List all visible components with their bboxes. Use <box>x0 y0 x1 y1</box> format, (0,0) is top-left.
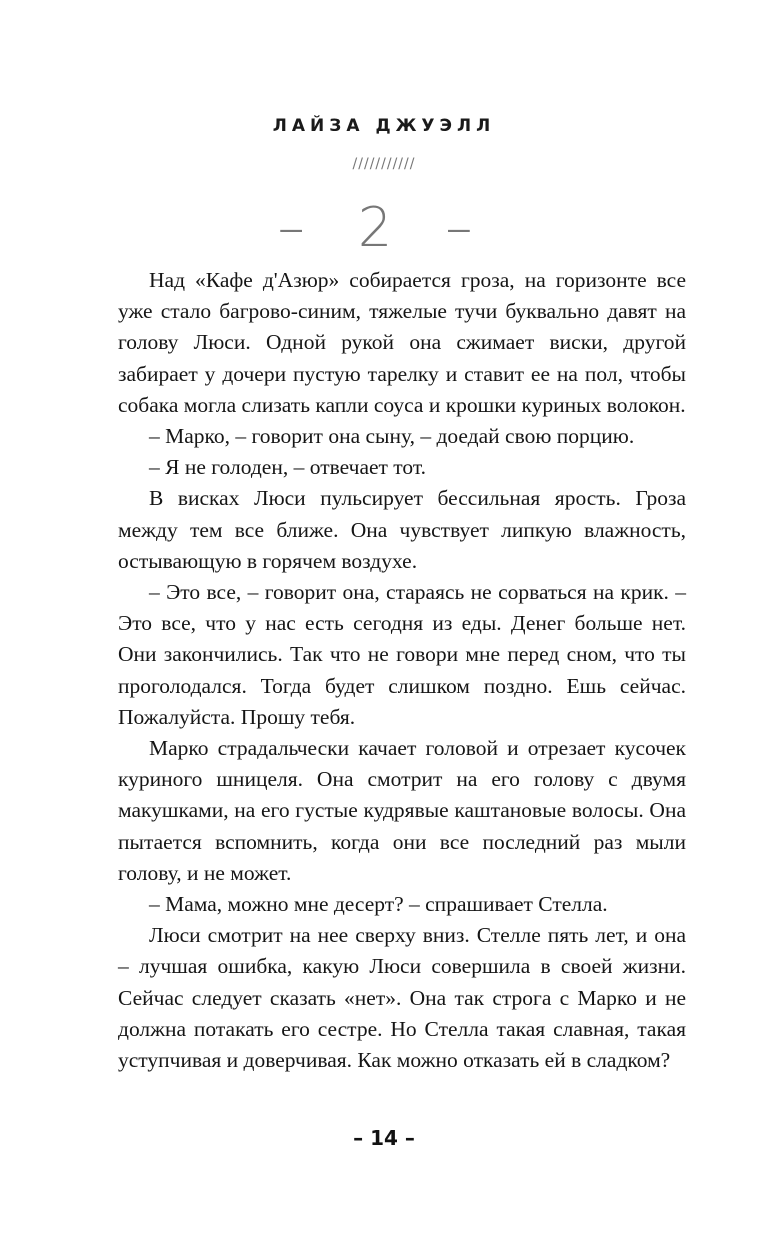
paragraph: Над «Кафе д'Азюр» собирается гроза, на горизонте все уже стало багрово-синим, тяжелые тучи буквально давят на голову Люси. Одной рукой она сжимает виски, другой забирает у дочери пустую тарелку и ставит ее на пол, чтобы собака могла слизать капли соуса и крошки куриных волокон. <box>118 268 686 417</box>
page-number: – 14 – <box>353 1126 415 1150</box>
paragraph: Люси смотрит на нее сверху вниз. Стелле пять лет, и она – лучшая ошибка, какую Люси совершила в своей жизни. Сейчас следует сказать «нет». Она так строга с Марко и не должна потакать его сестре. Но Стелла такая славная, такая уступчивая и доверчивая. Как можно отказать ей в сладком? <box>118 923 686 1073</box>
paragraph: Марко страдальчески качает головой и отрезает кусочек куриного шницеля. Она смотрит на его голову с двумя макушками, на его густые кудрявые каштановые волосы. Она пытается вспомнить, когда они все последний раз мыли голову, и не может. <box>118 736 686 885</box>
header-ornament: /////////// <box>352 156 416 172</box>
body-text <box>118 265 686 1076</box>
running-head-author: ЛАЙЗА ДЖУЭЛЛ <box>272 116 496 136</box>
paragraph: В висках Люси пульсирует бессильная ярость. Гроза между тем все ближе. Она чувствует липкую влажность, остывающую в горячем воздухе. <box>118 486 686 573</box>
paragraph: – Я не голоден, – отвечает тот. <box>149 455 427 480</box>
paragraph: – Это все, – говорит она, стараясь не сорваться на крик. – Это все, что у нас есть сегодня из еды. Денег больше нет. Они закончились. Так что не говори мне перед сном, что ты проголодался. Тогда будет слишком поздно. Ешь сейчас. Пожалуйста. Прошу тебя. <box>118 580 686 729</box>
chapter-number: – 2 – <box>277 196 491 259</box>
paragraph: – Марко, – говорит она сыну, – доедай свою порцию. <box>149 424 635 449</box>
paragraph: – Мама, можно мне десерт? – спрашивает Стелла. <box>149 892 608 917</box>
